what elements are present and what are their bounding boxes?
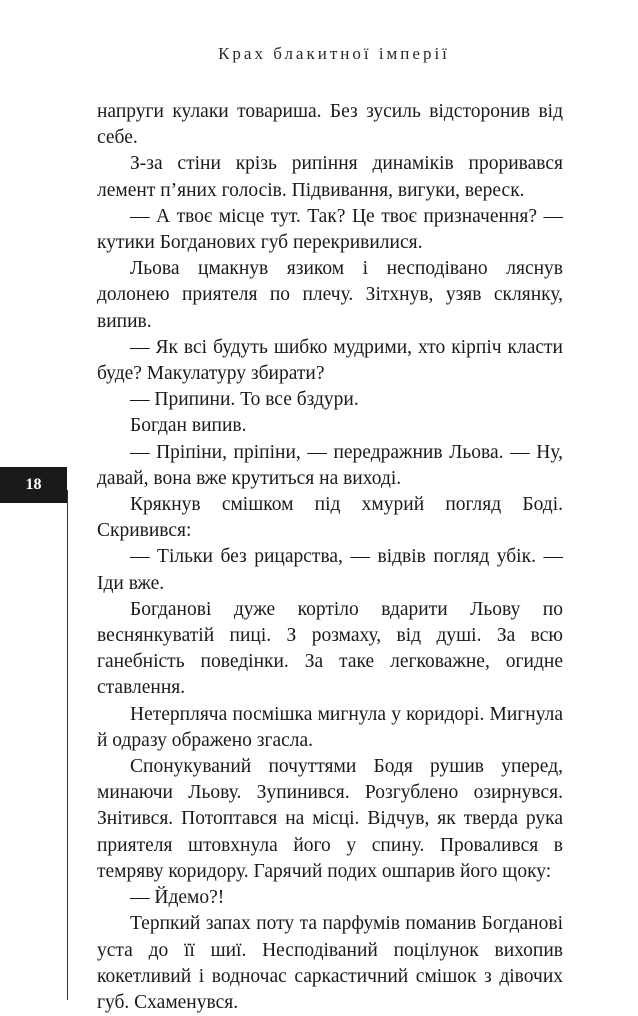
paragraph: З-за стіни крізь рипіння динаміків проривався лемент п’яних голосів. Підвивання, вигуки, вереск. <box>97 153 563 201</box>
running-head: Крах блакитної імперії <box>218 44 450 63</box>
margin-rule <box>67 490 68 1000</box>
paragraph: — Йдемо?! <box>130 887 225 909</box>
paragraph: — А твоє місце тут. Так? Це твоє призначення? — кутики Богданових губ перекривилися. <box>97 205 563 254</box>
paragraph: — Пріпіни, пріпіни, — передражнив Льова. — Ну, давай, вона вже крутиться на виході. <box>97 441 563 489</box>
paragraph: Богдан випив. <box>130 415 247 437</box>
paragraph: Терпкий запах поту та парфумів поманив Богданові уста до її шиї. Несподіваний поцілунок вихопив кокетливий і водночас саркастичний смішок з дівочих губ. Схаменувся. <box>97 913 563 1013</box>
paragraph: — Тільки без рицарства, — відвів погляд убік. — Іди вже. <box>97 546 563 594</box>
paragraph: Богданові дуже кортіло вдарити Льову по веснянкуватій пиці. З розмаху, від душі. За всю ганебність поведінки. За таке легковажне, огидне ставлення. <box>97 598 563 699</box>
paragraph: — Припини. То все бздури. <box>130 389 359 411</box>
paragraph: Льова цмакнув язиком і несподівано ляснув долонею приятеля по плечу. Зітхнув, узяв склянку, випив. <box>97 258 563 332</box>
paragraph: — Як всі будуть шибко мудрими, хто кірпіч класти буде? Макулатуру збирати? <box>97 336 563 385</box>
paragraph: Спонукуваний почуттями Бодя рушив уперед, минаючи Льову. Зупинився. Розгублено озирнувся. Знітився. Потоптався на місці. Відчув, як тверда рука приятеля штовхнула його у спину. Провалився в темряву коридору. Гарячий подих ошпарив його щоку: <box>97 756 563 882</box>
paragraph: Крякнув смішком під хмурий погляд Боді. Скривився: <box>97 494 563 542</box>
body-text <box>97 99 563 1016</box>
page-number: 18 <box>0 467 67 503</box>
paragraph: Нетерпляча посмішка мигнула у коридорі. Мигнула й одразу ображено згасла. <box>97 703 563 751</box>
paragraph: напруги кулаки товариша. Без зусиль відсторонив від себе. <box>97 101 563 149</box>
